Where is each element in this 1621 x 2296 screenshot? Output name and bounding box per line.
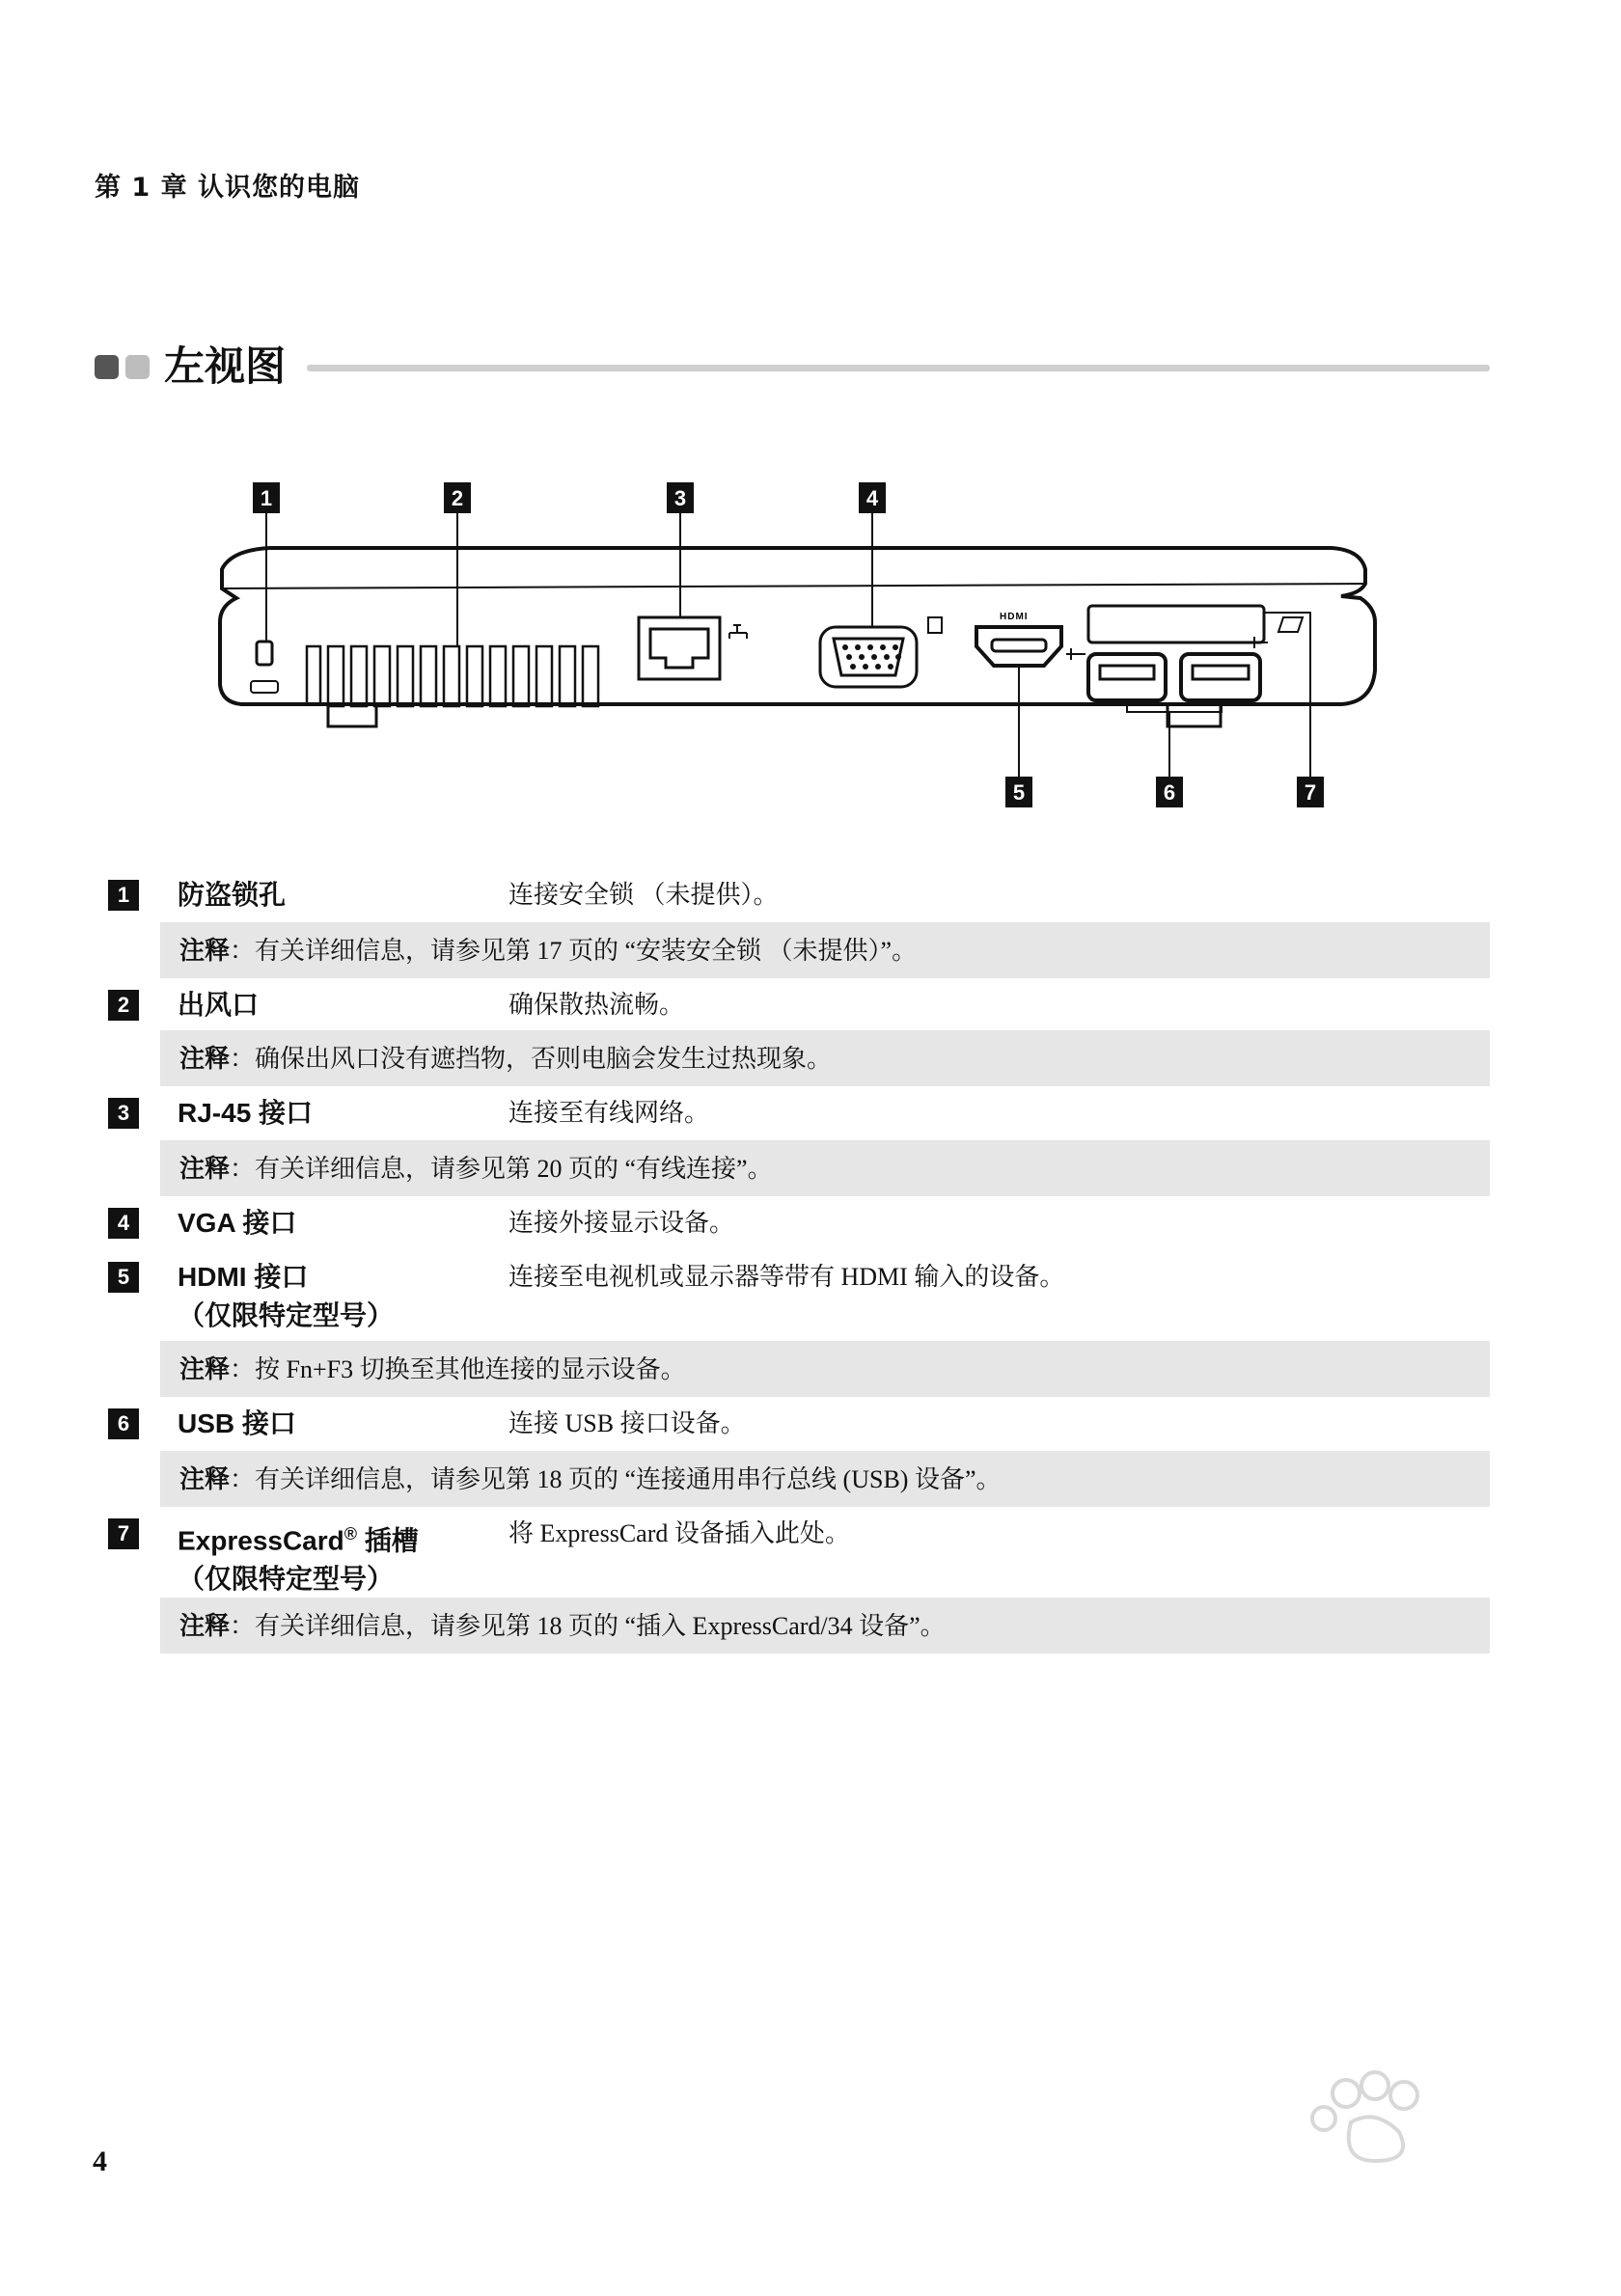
list-item [108, 1397, 1490, 1507]
heading-rule [307, 365, 1490, 371]
item-description: 连接安全锁 （未提供）。 [508, 881, 779, 909]
item-number: 4 [108, 1208, 139, 1239]
item-description: 连接至有线网络。 [508, 1099, 710, 1127]
item-note: 注释：有关详细信息，请参见第 20 页的 “有线连接”。 [160, 1140, 1490, 1196]
item-note: 注释：确保出风口没有遮挡物，否则电脑会发生过热现象。 [160, 1030, 1490, 1086]
item-note: 注释：有关详细信息，请参见第 18 页的 “插入 ExpressCard/34 设备”。 [160, 1598, 1490, 1654]
heading-square-icon [125, 355, 150, 379]
item-number: 6 [108, 1408, 139, 1439]
item-note: 注释：有关详细信息，请参见第 17 页的 “安装安全锁 （未提供）”。 [160, 922, 1490, 978]
svg-text:2: 2 [451, 486, 464, 510]
callout-top-1 [253, 482, 280, 513]
item-description: 确保散热流畅。 [508, 991, 685, 1019]
callout-top-4 [859, 482, 886, 513]
item-label: RJ-45 接口 [178, 1098, 314, 1128]
list-item [108, 978, 1490, 1086]
svg-text:1: 1 [260, 486, 273, 510]
section-heading [95, 338, 1490, 399]
item-label: USB 接口 [178, 1408, 296, 1438]
port-list [108, 868, 1490, 1654]
list-item [108, 1196, 1490, 1250]
item-label: ExpressCard® 插槽 （仅限特定型号） [178, 1524, 419, 1595]
svg-text:7: 7 [1304, 780, 1317, 805]
item-description: 连接 USB 接口设备。 [508, 1409, 746, 1437]
callout-bottom-6 [1156, 777, 1183, 807]
callout-bottom-7 [1297, 777, 1324, 807]
list-item [108, 1507, 1490, 1654]
heading-square-icon [95, 355, 119, 379]
list-item [108, 1250, 1490, 1397]
item-number: 1 [108, 880, 139, 911]
callout-bottom-5 [1005, 777, 1032, 807]
item-label: HDMI 接口 （仅限特定型号） [178, 1262, 395, 1330]
item-note: 注释：有关详细信息，请参见第 18 页的 “连接通用串行总线 (USB) 设备”。 [160, 1451, 1490, 1507]
laptop-left-side-diagram [193, 453, 1409, 839]
item-description: 连接至电视机或显示器等带有 HDMI 输入的设备。 [508, 1263, 1065, 1291]
item-number: 5 [108, 1262, 139, 1293]
section-title: 左视图 [164, 342, 287, 390]
page-number: 4 [93, 2146, 107, 2177]
item-number: 7 [108, 1518, 139, 1549]
item-number: 2 [108, 990, 139, 1021]
svg-text:6: 6 [1163, 780, 1176, 805]
item-note: 注释：按 Fn+F3 切换至其他连接的显示设备。 [160, 1341, 1490, 1397]
chapter-header: 第 1 章 认识您的电脑 [95, 173, 360, 203]
baidu-watermark-logo [1158, 2064, 1544, 2257]
item-number: 3 [108, 1098, 139, 1129]
item-label: VGA 接口 [178, 1208, 297, 1238]
list-item [108, 1086, 1490, 1196]
list-item [108, 868, 1490, 978]
hdmi-port-label: HDMI [1000, 612, 1029, 622]
svg-text:5: 5 [1012, 780, 1026, 805]
svg-text:4: 4 [865, 486, 879, 510]
callout-top-2 [444, 482, 471, 513]
item-label: 防盗锁孔 [178, 880, 287, 910]
item-description: 将 ExpressCard 设备插入此处。 [508, 1519, 850, 1547]
item-description: 连接外接显示设备。 [508, 1209, 735, 1237]
item-label: 出风口 [178, 990, 260, 1020]
callout-top-3 [667, 482, 694, 513]
svg-text:3: 3 [673, 486, 687, 510]
